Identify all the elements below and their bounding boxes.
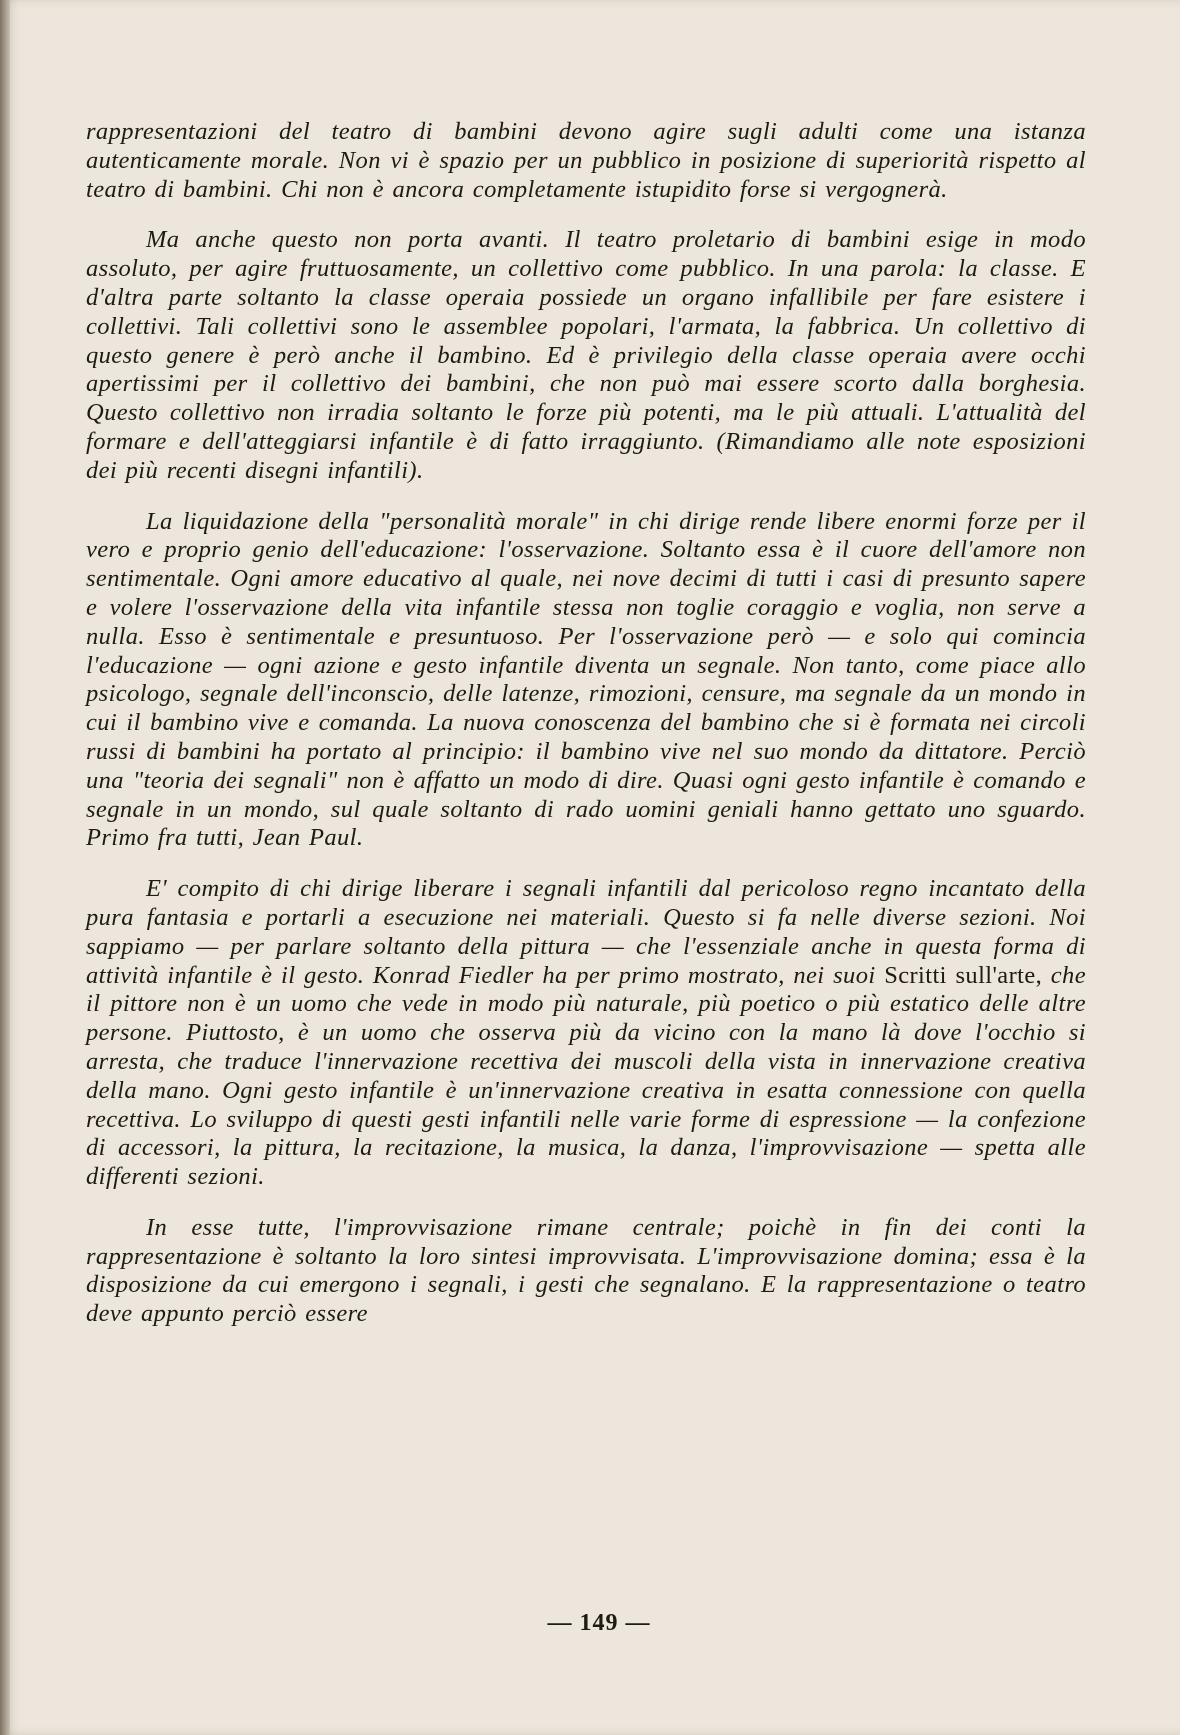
page-number: — 149 — — [547, 1610, 651, 1636]
book-title-continued: sull'arte, — [946, 961, 1043, 989]
book-title-scritti: Scritti — [884, 961, 947, 989]
paragraph-4 — [86, 875, 1086, 1192]
paragraph-2: Ma anche questo non porta avanti. Il teatro proletario di bambini esige in modo assoluto, per agire fruttuosamente, un collettivo come pubblico. In una parola: la classe. E d'altra parte soltanto la classe operaia possiede un organo infallibile per fare esistere i collettivi. Tali collettivi sono le assemblee popolari, l'armata, la fabbrica. Un collettivo di questo genere è però anche il bambino. Ed è privilegio della classe operaia avere occhi apertissimi per il collettivo dei bambini, che non può mai essere scorto dalla borghesia. Questo collettivo non irradia soltanto le forze più potenti, ma le più attuali. L'attualità del formare e dell'atteggiarsi infantile è di fatto irraggiunto. (Rimandiamo alle note esposizioni dei più recenti disegni infantili). — [86, 226, 1086, 484]
paragraph-5: In esse tutte, l'improvvisazione rimane centrale; poichè in fin dei conti la rappresentazione è soltanto la loro sintesi improvvisata. L'improvvisazione domina; essa è la disposizione da cui emergono i segnali, i gesti che segnalano. E la rappresentazione o teatro deve appunto perciò essere — [86, 1213, 1086, 1328]
paragraph-4-rest: che il pittore non è un uomo che vede in modo più naturale, più poetico o più estatico delle altre persone. Piuttosto, è un uomo che osserva più da vicino con la mano là dove l'occhio si arresta, che traduce l'innervazione recettiva dei muscoli della vista in innervazione creativa della mano. Ogni gesto infantile è un'innervazione creativa in esatta connessione con quella recettiva. Lo sviluppo di questi gesti infantili nelle varie forme di espressione — la confezione di accessori, la pittura, la recitazione, la musica, la danza, l'improvvisazione — spetta alle differenti sezioni. — [86, 961, 1086, 1191]
body-text — [86, 118, 1086, 1351]
paragraph-3: La liquidazione della "personalità morale" in chi dirige rende libere enormi forze per il vero e proprio genio dell'educazione: l'osservazione. Soltanto essa è il cuore dell'amore non sentimentale. Ogni amore educativo al quale, nei nove decimi di tutti i casi di presunto sapere e volere l'osservazione della vita infantile stessa non toglie coraggio e voglia, non serve a nulla. Esso è sentimentale e presuntuoso. Per l'osservazione però — e solo qui comincia l'educazione — ogni azione e gesto infantile diventa un segnale. Non tanto, come piace allo psicologo, segnale dell'inconscio, delle latenze, rimozioni, censure, ma segnale da un mondo in cui il bambino vive e comanda. La nuova conoscenza del bambino che si è formata nei circoli russi di bambini ha portato al principio: il bambino vive nel suo mondo da dittatore. Perciò una "teoria dei segnali" non è affatto un modo di dire. Quasi ogni gesto infantile è comando e segnale in un mondo, sul quale soltanto di rado uomini geniali hanno gettato uno sguardo. Primo fra tutti, Jean Paul. — [86, 507, 1086, 852]
paragraph-1: rappresentazioni del teatro di bambini devono agire sugli adulti come una istanza autenticamente morale. Non vi è spazio per un pubblico in posizione di superiorità rispetto al teatro di bambini. Chi non è ancora completamente istupidito forse si vergognerà. — [86, 118, 1086, 203]
paragraph-4-lead: E' compito di chi dirige liberare i segnali infantili dal pericoloso regno incantato della pura fantasia e portarli a esecuzione nei materiali. Questo si fa nelle diverse sezioni. Noi sappiamo — per parlare soltanto della pittura — che l'essenziale anche in questa forma di attività infantile è il gesto. Konrad Fiedler ha per primo mostrato, nei suoi — [86, 875, 1086, 989]
